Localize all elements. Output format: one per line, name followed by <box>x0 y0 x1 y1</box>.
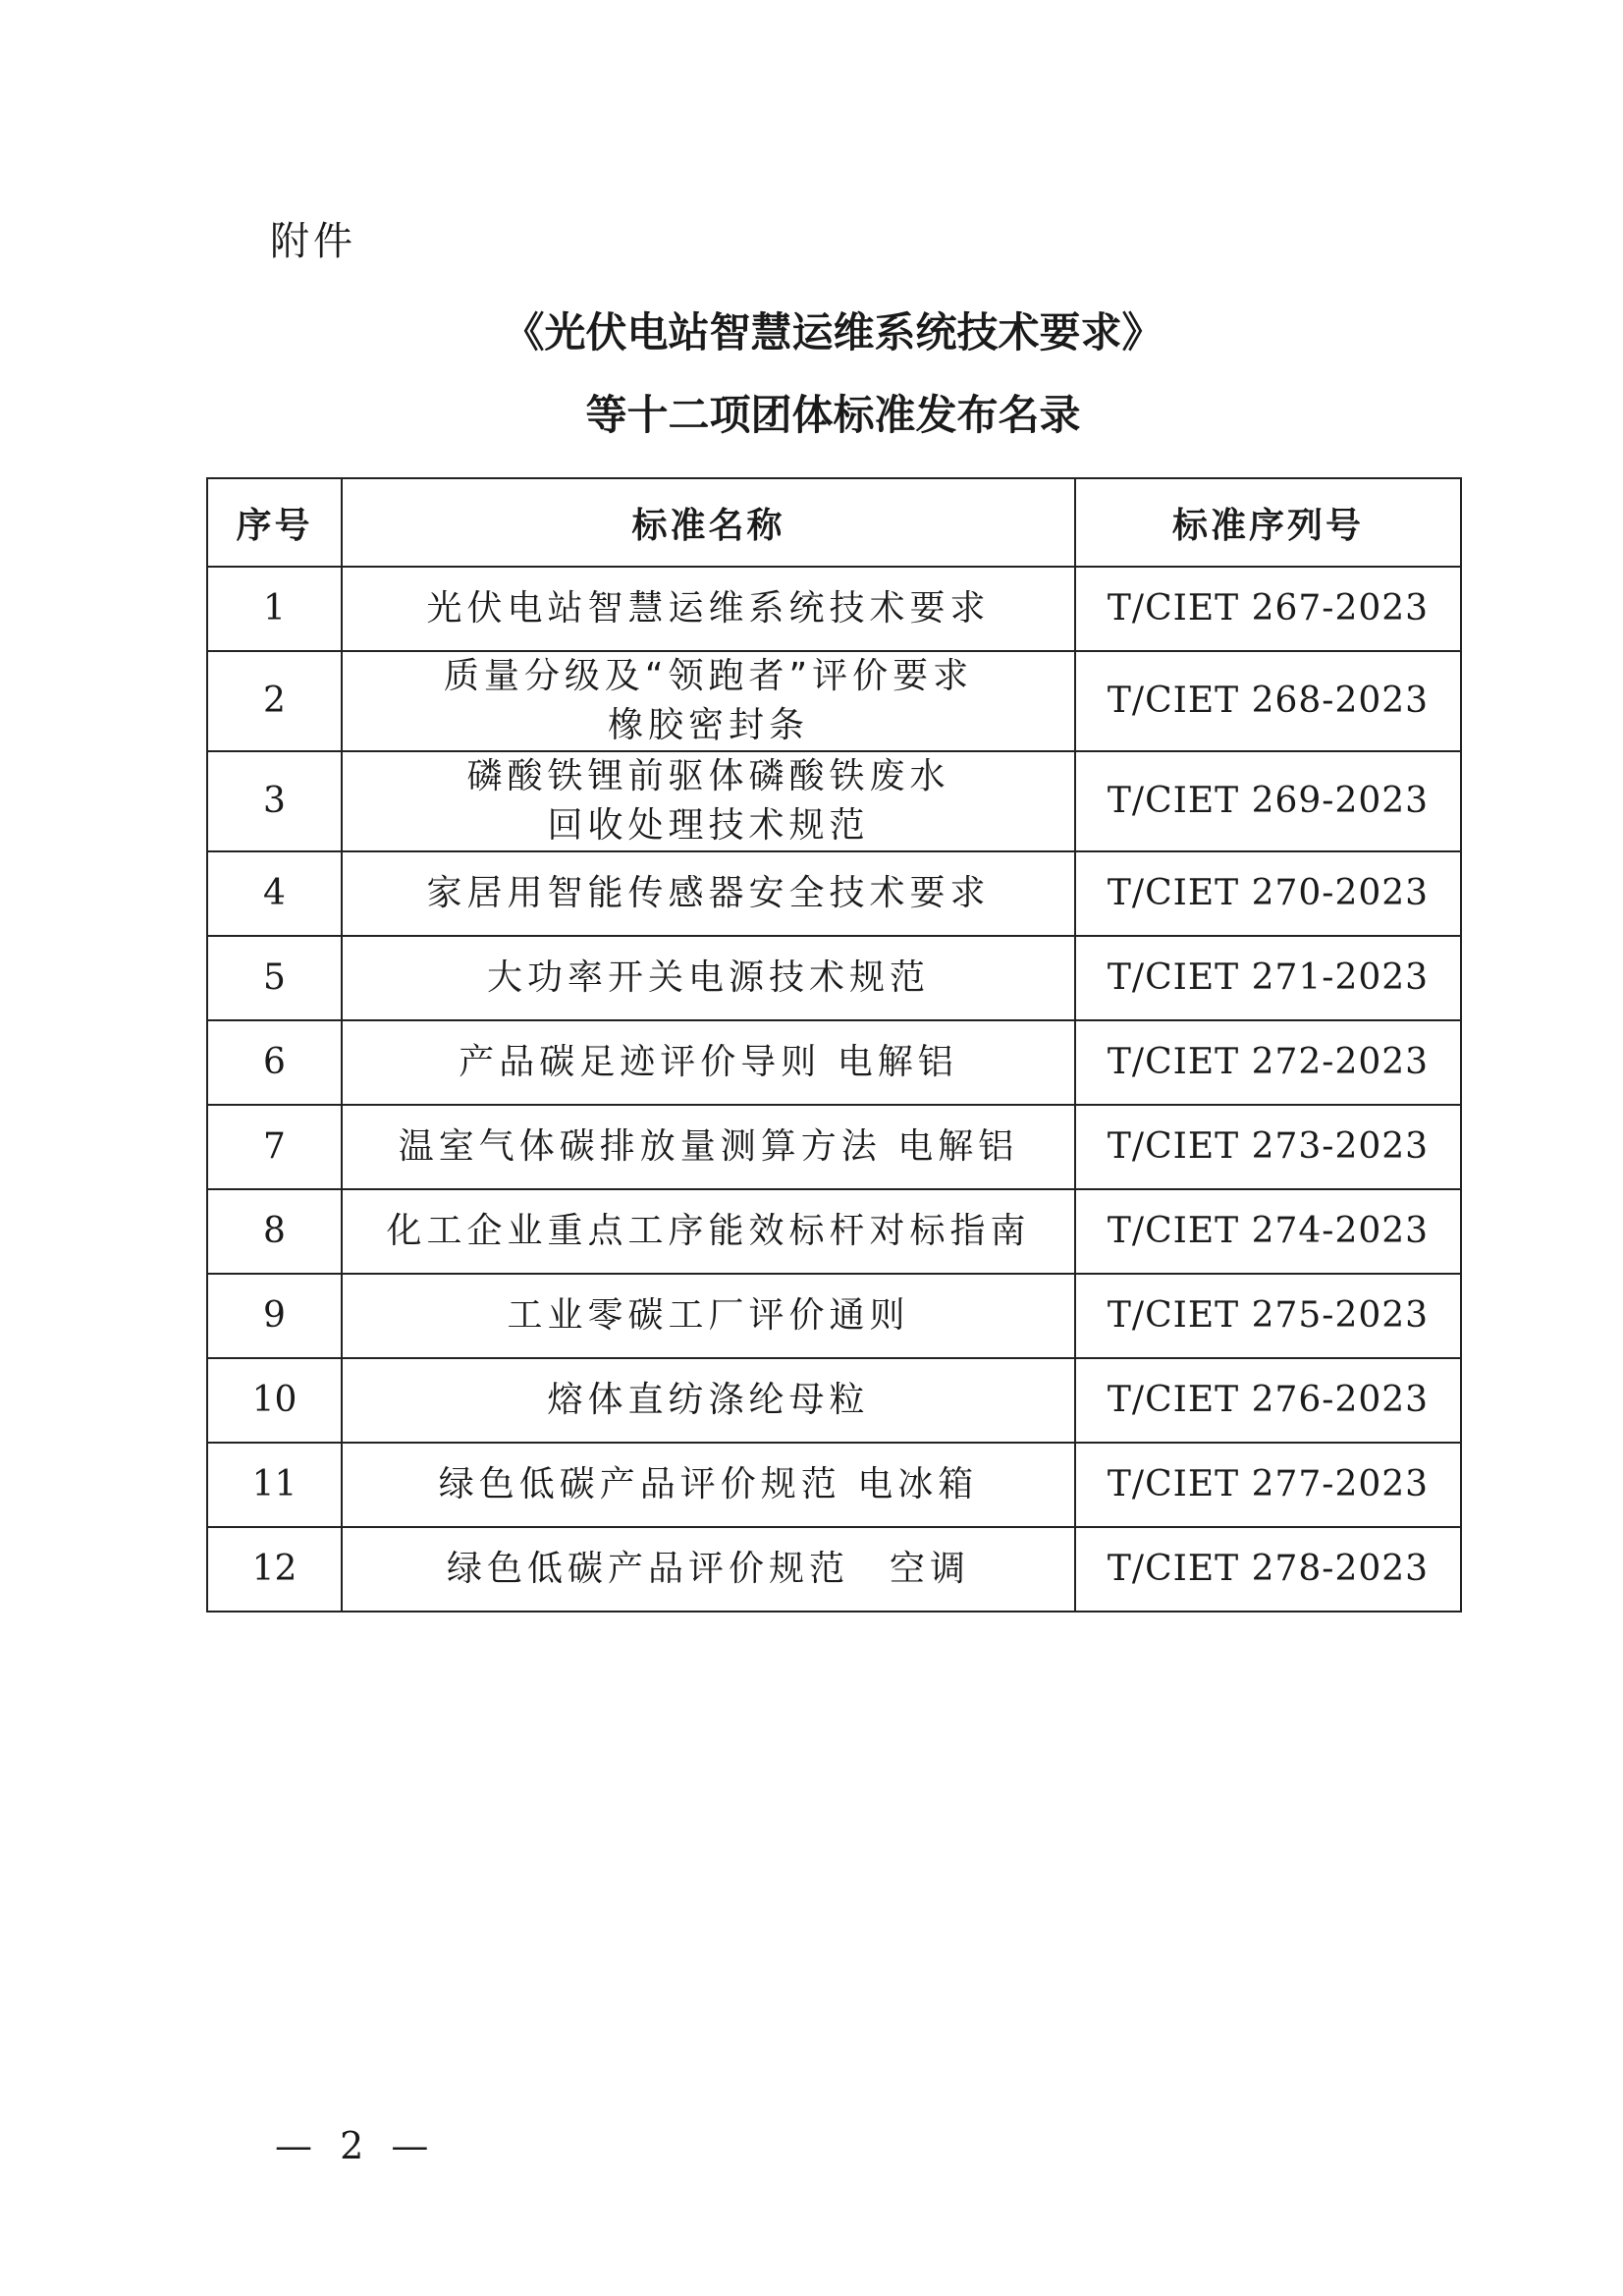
row-number: 10 <box>207 1358 342 1443</box>
standard-name <box>342 1358 1075 1443</box>
document-title-line-1: 《光伏电站智慧运维系统技术要求》 <box>503 308 1163 356</box>
standard-name-line: 产品碳足迹评价导则 电解铝 <box>459 1042 958 1082</box>
standard-name-line: 绿色低碳产品评价规范 空调 <box>446 1549 970 1589</box>
table-row <box>207 751 1461 851</box>
row-number: 3 <box>207 751 342 851</box>
standard-name <box>342 851 1075 936</box>
row-number: 12 <box>207 1527 342 1612</box>
page-number: — 2 — <box>275 2124 437 2167</box>
row-number: 1 <box>207 567 342 651</box>
row-number: 4 <box>207 851 342 936</box>
standard-name-line: 大功率开关电源技术规范 <box>486 957 930 998</box>
header-serial-number: 序号 <box>207 478 342 567</box>
row-number: 7 <box>207 1105 342 1189</box>
standard-name <box>342 1527 1075 1612</box>
table-row <box>207 567 1461 651</box>
row-number: 11 <box>207 1443 342 1527</box>
standard-name-line: 化工企业重点工序能效标杆对标指南 <box>386 1211 1031 1251</box>
row-number: 8 <box>207 1189 342 1274</box>
standard-code: T/CIET 278-2023 <box>1075 1527 1461 1612</box>
standard-name <box>342 651 1075 751</box>
table-row <box>207 1358 1461 1443</box>
table-row <box>207 1274 1461 1358</box>
table-header-row <box>207 478 1461 567</box>
standard-name-line: 质量分级及“领跑者”评价要求 <box>443 656 974 696</box>
standard-code: T/CIET 271-2023 <box>1075 936 1461 1020</box>
row-number: 2 <box>207 651 342 751</box>
header-standard-code: 标准序列号 <box>1075 478 1461 567</box>
standard-code: T/CIET 275-2023 <box>1075 1274 1461 1358</box>
standard-name <box>342 1274 1075 1358</box>
standard-name <box>342 567 1075 651</box>
standard-name-line: 熔体直纺涤纶母粒 <box>547 1380 870 1420</box>
standard-code: T/CIET 268-2023 <box>1075 651 1461 751</box>
standard-code: T/CIET 267-2023 <box>1075 567 1461 651</box>
table-row <box>207 851 1461 936</box>
standard-name <box>342 1020 1075 1105</box>
table-row <box>207 1527 1461 1612</box>
standard-code: T/CIET 269-2023 <box>1075 751 1461 851</box>
standard-name-line: 光伏电站智慧运维系统技术要求 <box>426 588 991 629</box>
standard-code: T/CIET 277-2023 <box>1075 1443 1461 1527</box>
standard-name <box>342 1105 1075 1189</box>
standard-name-line: 橡胶密封条 <box>607 705 809 745</box>
table-row <box>207 1189 1461 1274</box>
row-number: 6 <box>207 1020 342 1105</box>
document-title-line-2: 等十二项团体标准发布名录 <box>585 391 1081 439</box>
standard-name <box>342 936 1075 1020</box>
standard-code: T/CIET 272-2023 <box>1075 1020 1461 1105</box>
table-row <box>207 1020 1461 1105</box>
standard-name <box>342 1189 1075 1274</box>
table-row <box>207 651 1461 751</box>
standard-name <box>342 751 1075 851</box>
row-number: 9 <box>207 1274 342 1358</box>
standard-name-line: 家居用智能传感器安全技术要求 <box>426 873 991 913</box>
standard-name-line: 绿色低碳产品评价规范 电冰箱 <box>438 1464 979 1504</box>
table-row <box>207 1105 1461 1189</box>
table-row <box>207 936 1461 1020</box>
standard-code: T/CIET 274-2023 <box>1075 1189 1461 1274</box>
standards-table <box>206 477 1462 1613</box>
standard-name <box>342 1443 1075 1527</box>
standard-code: T/CIET 270-2023 <box>1075 851 1461 936</box>
standard-name-line: 磷酸铁锂前驱体磷酸铁废水 <box>466 756 950 796</box>
standard-name-line: 工业零碳工厂评价通则 <box>507 1295 910 1336</box>
header-standard-name: 标准名称 <box>342 478 1075 567</box>
table-row <box>207 1443 1461 1527</box>
standard-code: T/CIET 276-2023 <box>1075 1358 1461 1443</box>
standard-code: T/CIET 273-2023 <box>1075 1105 1461 1189</box>
row-number: 5 <box>207 936 342 1020</box>
standard-name-line: 回收处理技术规范 <box>547 805 870 846</box>
attachment-label: 附件 <box>270 219 356 264</box>
standard-name-line: 温室气体碳排放量测算方法 电解铝 <box>398 1126 1019 1167</box>
